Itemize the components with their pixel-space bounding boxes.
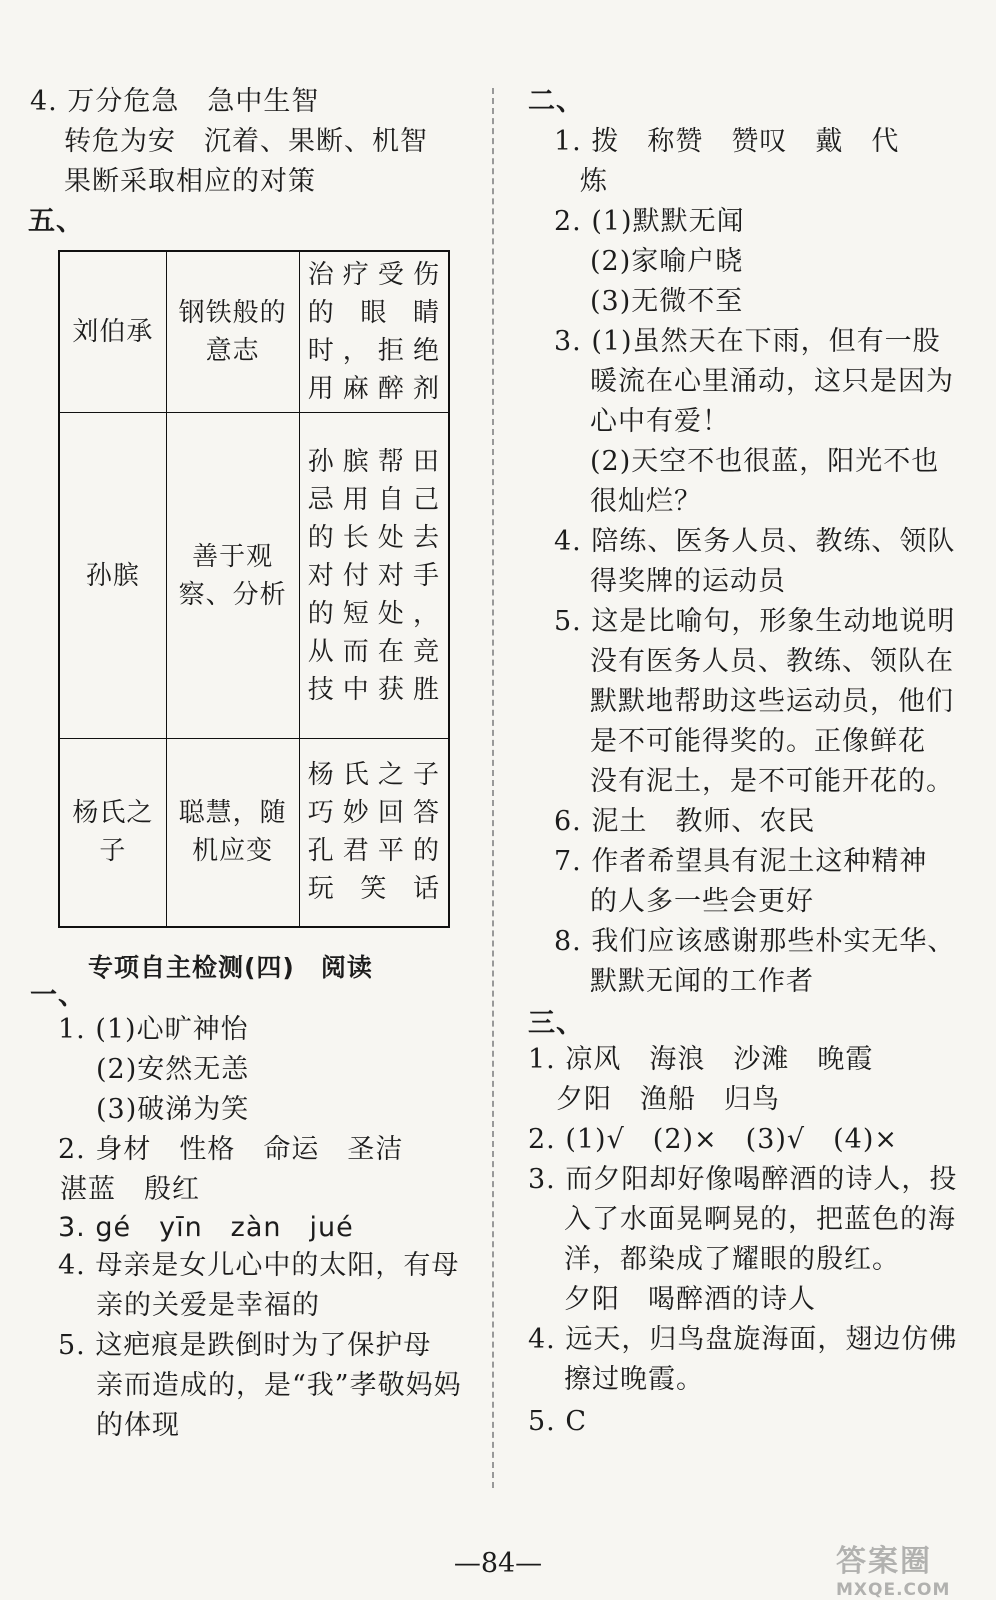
part2-line: 暖流在心里涌动，这只是因为 <box>590 366 954 397</box>
table-cell-evidence: 孙膑帮田忌用自己的长处去对付对手的短处，从而在竞技中获胜 <box>299 413 449 739</box>
part2-line: 3. (1)虽然天在下雨，但有一股 <box>554 326 941 357</box>
table-cell-trait: 善于观察、分析 <box>166 413 299 739</box>
part1-line: 亲而造成的，是“我”孝敬妈妈 <box>96 1370 462 1401</box>
part2-line: 没有医务人员、教练、领队在 <box>590 646 954 677</box>
table-row <box>59 251 449 413</box>
part3-line: 夕阳 渔船 归鸟 <box>556 1084 780 1115</box>
part3-line: 5. C <box>528 1406 588 1437</box>
part3-line: 入了水面晃啊晃的，把蓝色的海 <box>564 1204 956 1235</box>
part1-line: 的体现 <box>96 1410 180 1441</box>
left-q4-line3: 果断采取相应的对策 <box>64 166 316 197</box>
part2-line: (2)家喻户晓 <box>590 246 744 277</box>
part3-line: 1. 凉风 海浪 沙滩 晚霞 <box>528 1044 874 1075</box>
section-title: 专项自主检测(四) 阅读 <box>88 953 373 982</box>
part2-line: 2. (1)默默无闻 <box>554 206 745 237</box>
page-number: —84— <box>453 1548 543 1579</box>
part2-line: 8. 我们应该感谢那些朴实无华、 <box>554 926 956 957</box>
table-cell-evidence: 杨氏之子巧妙回答孔君平的玩笑话 <box>299 739 449 927</box>
part1-line: 亲的关爱是幸福的 <box>96 1290 320 1321</box>
part2-line: 没有泥土，是不可能开花的。 <box>590 766 954 797</box>
watermark-text: 答案圈 <box>836 1544 932 1579</box>
table-row <box>59 413 449 739</box>
part2-line: 心中有爱！ <box>590 406 730 437</box>
part1-line: 5. 这疤痕是跌倒时为了保护母 <box>58 1330 432 1361</box>
answer-table <box>58 250 450 928</box>
part2-line: 4. 陪练、医务人员、教练、领队 <box>554 526 956 557</box>
part1-line: 湛蓝 殷红 <box>60 1174 200 1205</box>
part3-line: 4. 远天，归鸟盘旋海面，翅边仿佛 <box>528 1324 958 1355</box>
section-five-heading: 五、 <box>28 206 84 237</box>
part1-line: (3)破涕为笑 <box>96 1094 250 1125</box>
part3-line: 擦过晚霞。 <box>564 1364 704 1395</box>
part1-line: 2. 身材 性格 命运 圣洁 <box>58 1134 404 1165</box>
part1-line: (2)安然无恙 <box>96 1054 250 1085</box>
part2-line: 炼 <box>580 166 608 197</box>
part1-line: 1. (1)心旷神怡 <box>58 1014 249 1045</box>
part1-line: 4. 母亲是女儿心中的太阳，有母 <box>58 1250 460 1281</box>
column-divider <box>492 88 494 1488</box>
watermark-url: MXQE.COM <box>836 1580 951 1600</box>
left-q4-line1: 4. 万分危急 急中生智 <box>30 86 320 117</box>
part2-line: 5. 这是比喻句，形象生动地说明 <box>554 606 956 637</box>
part2-line: 1. 拨 称赞 赞叹 戴 代 <box>554 126 900 157</box>
part1-line: 3. gé yīn zàn jué <box>58 1212 354 1243</box>
part-one-heading: 一、 <box>30 980 86 1011</box>
part-three-heading: 三、 <box>528 1008 584 1039</box>
table-cell-trait: 钢铁般的意志 <box>166 251 299 413</box>
left-q4-line2: 转危为安 沉着、果断、机智 <box>64 126 428 157</box>
table-cell-name: 刘伯承 <box>59 251 166 413</box>
table-cell-trait: 聪慧，随机应变 <box>166 739 299 927</box>
part3-line: 夕阳 喝醉酒的诗人 <box>564 1284 816 1315</box>
part2-line: 7. 作者希望具有泥土这种精神 <box>554 846 928 877</box>
part3-line: 3. 而夕阳却好像喝醉酒的诗人，投 <box>528 1164 958 1195</box>
part2-line: 默默地帮助这些运动员，他们 <box>590 686 954 717</box>
part2-line: 很灿烂？ <box>590 486 702 517</box>
table-cell-name: 孙膑 <box>59 413 166 739</box>
part2-line: 默默无闻的工作者 <box>590 966 814 997</box>
table-cell-name: 杨氏之子 <box>59 739 166 927</box>
part2-line: 的人多一些会更好 <box>590 886 814 917</box>
part3-line: 洋，都染成了耀眼的殷红。 <box>564 1244 900 1275</box>
part2-line: 是不可能得奖的。正像鲜花 <box>590 726 926 757</box>
part2-line: (2)天空不也很蓝，阳光不也 <box>590 446 940 477</box>
part2-line: 6. 泥土 教师、农民 <box>554 806 816 837</box>
table-cell-evidence: 治疗受伤的眼睛时，拒绝用麻醉剂 <box>299 251 449 413</box>
watermark-logo <box>836 1536 986 1600</box>
part-two-heading: 二、 <box>528 86 584 117</box>
part3-line: 2. (1)√ (2)× (3)√ (4)× <box>528 1124 898 1155</box>
part2-line: 得奖牌的运动员 <box>590 566 786 597</box>
part2-line: (3)无微不至 <box>590 286 744 317</box>
table-row <box>59 739 449 927</box>
